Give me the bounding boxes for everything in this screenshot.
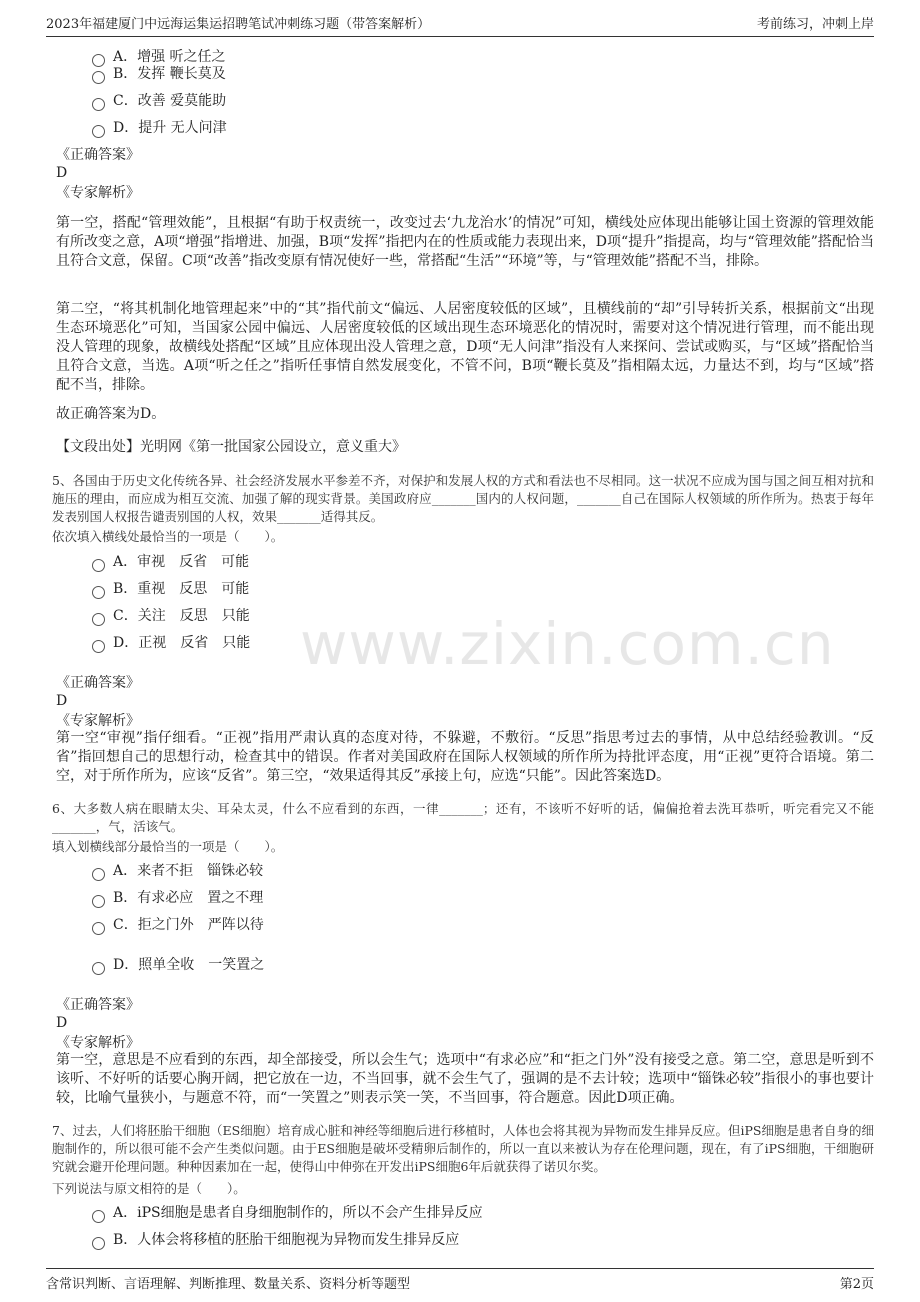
answer-value: D [56, 693, 68, 709]
answer-label: 《正确答案》 [56, 147, 140, 163]
answer-value: D [56, 1015, 68, 1031]
question-prompt: 依次填入横线处最恰当的一项是（ ）。 [52, 529, 284, 544]
analysis-paragraph: 第二空，“将其机制化地管理起来”中的“其”指代前文“偏远、人居密度较低的区域”，且横线前的“却”引导转折关系，根据前文“出现生态环境恶化”可知，当国家公园中偏远、人居密度较低的区域出现生态环境恶化的情况时，需要对这个情况进行管理，而不能出现没人管理的现象，故横线处搭配“区域”且应体现出没人管理之意，D项“无人问津”指没有人来探问、尝试或购买，与“区域”搭配恰当且符合文意，当选。A项“听之任之”指听任事情自然发展变化，不管不问，B项“鞭长莫及”指相隔太远，力量达不到，均与“区域”搭配不当，排除。 [56, 301, 874, 393]
q4-option-d[interactable]: D．提升 无人问津 [92, 117, 227, 137]
answer-value: D [56, 165, 68, 181]
source-citation: 【文段出处】光明网《第一批国家公园设立，意义重大》 [56, 439, 406, 455]
radio-icon[interactable] [92, 895, 105, 908]
analysis-paragraph: 第一空“审视”指仔细看。“正视”指用严肃认真的态度对待，不躲避，不敷衍。“反思”指思考过去的事情，从中总结经验教训。“反省”指回想自己的思想行动，检查其中的错误。作者对美国政府在国际人权领域的所作所为持批评态度，用“正视”更符合语境。第二空，对于所作所为，应该“反省”。第三空，“效果适得其反”承接上句，应选“只能”。因此答案选D。 [56, 730, 874, 784]
header-slogan: 考前练习，冲刺上岸 [756, 17, 874, 32]
analysis-paragraph: 第一空，意思是不应看到的东西，却全部接受，所以会生气；选项中“有求必应”和“拒之门外”没有接受之意。第二空，意思是听到不该听、不好听的话要心胸开阔，把它放在一边，不当回事，就不会生气了，强调的是不去计较；选项中“锱铢必较”指很小的事也要计较，比喻气量狭小，与题意不符，而“一笑置之”则表示笑一笑，不当回事，符合题意。因此D项正确。 [56, 1052, 874, 1106]
q5-option-a[interactable]: A．审视 反省 可能 [92, 551, 249, 571]
page-footer [46, 1268, 874, 1292]
header-title: 2023年福建厦门中远海运集运招聘笔试冲刺练习题（带答案解析） [46, 17, 431, 32]
radio-icon[interactable] [92, 922, 105, 935]
radio-icon[interactable] [92, 1210, 105, 1223]
question-prompt: 下列说法与原文相符的是（ ）。 [52, 1181, 246, 1196]
radio-icon[interactable] [92, 125, 105, 138]
q6-option-c[interactable]: C．拒之门外 严阵以待 [92, 914, 264, 934]
q5-option-b[interactable]: B．重视 反思 可能 [92, 578, 249, 598]
question-prompt: 填入划横线部分最恰当的一项是（ ）。 [52, 839, 284, 854]
radio-icon[interactable] [92, 71, 105, 84]
q5-option-d[interactable]: D．正视 反省 只能 [92, 632, 250, 652]
radio-icon[interactable] [92, 559, 105, 572]
answer-label: 《正确答案》 [56, 675, 140, 691]
question-stem: 5、各国由于历史文化传统各异、社会经济发展水平参差不齐，对保护和发展人权的方式和看法也不尽相同。这一状况不应成为国与国之间互相对抗和施压的理由，而应成为相互交流、加强了解的现实背景。美国政府应_______国内的人权问题，_______自己在国际人权领域的所作所为。热衷于每年发表别国人权报告谴责别国的人权，效果_______适得其反。 [52, 473, 874, 524]
question-stem: 7、过去，人们将胚胎干细胞（ES细胞）培育成心脏和神经等细胞后进行移植时，人体也会将其视为异物而发生排异反应。但iPS细胞是患者自身的细胞制作的，所以很可能不会产生类似问题。由于ES细胞是破坏受精卵后制作的，所以一直以来被认为存在伦理问题，现在，有了iPS细胞，干细胞研究就会避开伦理问题。种种因素加在一起，使得山中伸弥在开发出iPS细胞6年后就获得了诺贝尔奖。 [52, 1123, 874, 1174]
watermark: www.zixin.com.cn [300, 610, 835, 678]
radio-icon[interactable] [92, 962, 105, 975]
analysis-label: 《专家解析》 [56, 1035, 140, 1051]
q4-option-b[interactable]: B．发挥 鞭长莫及 [92, 63, 226, 83]
question-stem: 6、大多数人病在眼睛太尖、耳朵太灵，什么不应看到的东西，一律_______；还有，不该听不好听的话，偏偏抢着去洗耳恭听，听完看完又不能_______，气，活该气。 [52, 801, 874, 834]
answer-label: 《正确答案》 [56, 997, 140, 1013]
conclusion: 故正确答案为D。 [56, 406, 166, 422]
q6-option-a[interactable]: A．来者不拒 锱铢必较 [92, 860, 263, 880]
q6-option-b[interactable]: B．有求必应 置之不理 [92, 887, 263, 907]
page-header [46, 10, 874, 37]
q7-option-a[interactable]: A．iPS细胞是患者自身细胞制作的，所以不会产生排异反应 [92, 1202, 483, 1222]
page-number: 第2页 [839, 1277, 874, 1292]
radio-icon[interactable] [92, 640, 105, 653]
q7-option-b[interactable]: B．人体会将移植的胚胎干细胞视为异物而发生排异反应 [92, 1229, 459, 1249]
radio-icon[interactable] [92, 98, 105, 111]
radio-icon[interactable] [92, 586, 105, 599]
q4-option-c[interactable]: C．改善 爱莫能助 [92, 90, 226, 110]
radio-icon[interactable] [92, 613, 105, 626]
q5-option-c[interactable]: C．关注 反思 只能 [92, 605, 250, 625]
analysis-label: 《专家解析》 [56, 185, 140, 201]
analysis-paragraph: 第一空，搭配“管理效能”，且根据“有助于权责统一，改变过去‘九龙治水’的情况”可知，横线处应体现出能够让国土资源的管理效能有所改变之意，A项“增强”指增进、加强，B项“发挥”指把内在的性质或能力表现出来，D项“提升”指提高，均与“管理效能”搭配恰当且符合文意，保留。C项“改善”指改变原有情况使好一些，常搭配“生活”“环境”等，与“管理效能”搭配不当，排除。 [56, 215, 874, 269]
radio-icon[interactable] [92, 1237, 105, 1250]
footer-text: 含常识判断、言语理解、判断推理、数量关系、资料分析等题型 [46, 1277, 411, 1292]
q4-option-a[interactable]: A．增强 听之任之 [92, 46, 226, 66]
analysis-label: 《专家解析》 [56, 713, 140, 729]
q6-option-d[interactable]: D．照单全收 一笑置之 [92, 954, 264, 974]
radio-icon[interactable] [92, 868, 105, 881]
